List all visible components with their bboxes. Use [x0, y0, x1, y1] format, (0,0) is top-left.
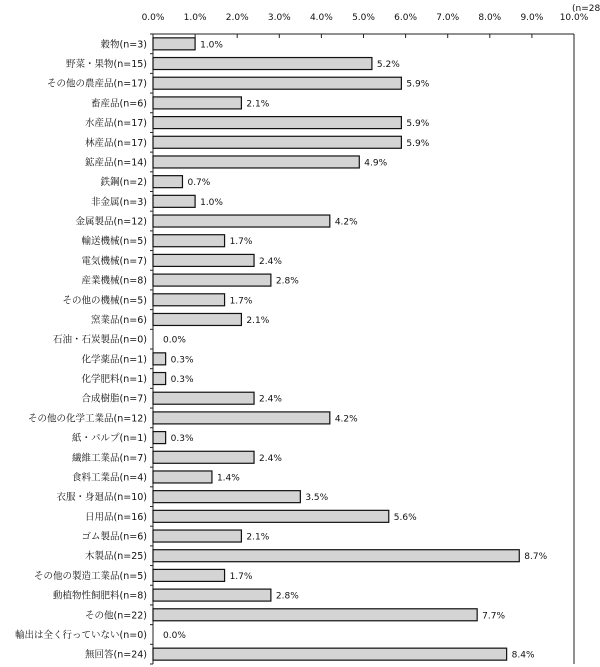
value-label: 2.8%	[275, 276, 299, 287]
category-label: 化学肥料(n=1)	[81, 374, 147, 386]
x-tick-label: 6.0%	[394, 13, 418, 23]
bar	[153, 589, 271, 601]
value-label: 5.2%	[376, 60, 400, 71]
bar	[153, 392, 254, 404]
category-label: その他の化学工業品(n=12)	[28, 413, 147, 425]
bar	[153, 373, 166, 385]
value-label: 2.4%	[259, 394, 282, 405]
x-tick-label: 2.0%	[225, 13, 249, 23]
bar	[153, 510, 389, 522]
bar	[153, 156, 359, 168]
x-tick-label: 8.0%	[478, 13, 502, 23]
category-label: 木製品(n=25)	[85, 551, 147, 563]
value-label: 1.7%	[229, 237, 253, 248]
value-label: 1.0%	[200, 197, 223, 208]
bar	[153, 530, 241, 542]
value-label: 0.7%	[187, 178, 211, 189]
category-label: 林産品(n=17)	[85, 137, 147, 149]
bar	[153, 195, 195, 207]
category-label: 紙・パルプ(n=1)	[72, 433, 147, 445]
bar	[153, 451, 254, 463]
category-label: 輸出は全く行っていない(n=0)	[15, 629, 147, 641]
category-label: 石油・石炭製品(n=0)	[53, 334, 147, 346]
bar	[153, 58, 372, 70]
category-label: 合成樹脂(n=7)	[81, 393, 147, 405]
value-label: 8.4%	[511, 650, 535, 661]
x-tick-label: 5.0%	[352, 13, 375, 23]
value-label: 1.0%	[200, 40, 223, 51]
bar	[153, 294, 225, 306]
category-label: その他の製造工業品(n=5)	[34, 570, 147, 582]
category-label: 電気機械(n=7)	[81, 255, 147, 267]
bar	[153, 136, 401, 148]
value-label: 0.3%	[170, 434, 194, 445]
category-label: 鉄鋼(n=2)	[100, 177, 147, 189]
category-label: 畜産品(n=6)	[91, 98, 147, 110]
bar	[153, 215, 330, 227]
category-label: その他(n=22)	[85, 610, 147, 622]
value-label: 1.7%	[229, 571, 253, 582]
bar	[153, 609, 477, 621]
value-label: 5.9%	[406, 138, 430, 149]
category-label: その他の機械(n=5)	[62, 295, 147, 307]
x-axis-ticks	[142, 13, 589, 23]
value-label: 8.7%	[524, 552, 548, 563]
bar	[153, 412, 330, 424]
category-label: その他の農産品(n=17)	[47, 78, 147, 90]
category-label: 産業機械(n=8)	[81, 275, 147, 287]
bar	[153, 38, 195, 50]
value-label: 3.5%	[305, 493, 329, 504]
value-label: 2.4%	[259, 453, 282, 464]
bar	[153, 353, 166, 365]
category-label: 動植物性飼肥料(n=8)	[53, 590, 147, 602]
bar	[153, 77, 401, 89]
bar	[153, 648, 507, 660]
value-label: 2.1%	[246, 315, 270, 326]
bar	[153, 176, 182, 188]
value-label: 0.0%	[163, 630, 186, 641]
value-label: 0.0%	[163, 335, 186, 346]
category-label: 鉱産品(n=14)	[85, 157, 147, 169]
bar	[153, 313, 241, 325]
value-label: 2.1%	[246, 532, 270, 543]
value-label: 4.2%	[334, 217, 358, 228]
x-tick-label: 10.0%	[559, 13, 589, 23]
sample-size-note: (n=28	[572, 4, 600, 14]
bar	[153, 274, 271, 286]
x-tick-label: 3.0%	[267, 13, 291, 23]
category-label: ゴム製品(n=6)	[81, 531, 147, 543]
value-label: 0.3%	[170, 355, 194, 366]
category-label: 金属製品(n=12)	[75, 216, 147, 228]
x-tick-label: 0.0%	[141, 13, 165, 23]
bar	[153, 254, 254, 266]
category-label: 化学薬品(n=1)	[81, 354, 147, 366]
bar	[153, 97, 241, 109]
category-label: 衣服・身廻品(n=10)	[56, 492, 147, 504]
bar	[153, 117, 401, 129]
value-label: 0.3%	[170, 375, 194, 386]
value-label: 1.7%	[229, 296, 253, 307]
bar	[153, 491, 300, 503]
category-label: 食料工業品(n=4)	[72, 472, 147, 484]
x-tick-label: 9.0%	[520, 13, 544, 23]
bar	[153, 569, 225, 581]
value-label: 5.9%	[406, 119, 430, 130]
x-tick-label: 1.0%	[183, 13, 207, 23]
category-label: 輸送機械(n=5)	[81, 236, 147, 248]
value-label: 4.9%	[364, 158, 388, 169]
bar	[153, 432, 166, 444]
category-label: 非金属(n=3)	[91, 196, 147, 208]
plot-area	[15, 34, 574, 664]
category-label: 窯業品(n=6)	[91, 314, 147, 326]
x-tick-label: 7.0%	[436, 13, 460, 23]
value-label: 4.2%	[334, 414, 358, 425]
value-label: 1.4%	[216, 473, 240, 484]
category-label: 水産品(n=17)	[85, 118, 147, 130]
value-label: 2.1%	[246, 99, 270, 110]
bar	[153, 550, 519, 562]
category-label: 日用品(n=16)	[85, 511, 147, 523]
bar	[153, 235, 225, 247]
value-label: 7.7%	[482, 611, 506, 622]
category-label: 無回答(n=24)	[85, 649, 147, 661]
category-label: 繊維工業品(n=7)	[72, 452, 147, 464]
category-label: 穀物(n=3)	[100, 39, 147, 51]
value-label: 5.6%	[393, 512, 417, 523]
x-tick-label: 4.0%	[309, 13, 333, 23]
value-label: 2.8%	[275, 591, 299, 602]
category-label: 野菜・果物(n=15)	[66, 59, 147, 71]
value-label: 2.4%	[259, 256, 282, 267]
bar	[153, 471, 212, 483]
value-label: 5.9%	[406, 79, 430, 90]
